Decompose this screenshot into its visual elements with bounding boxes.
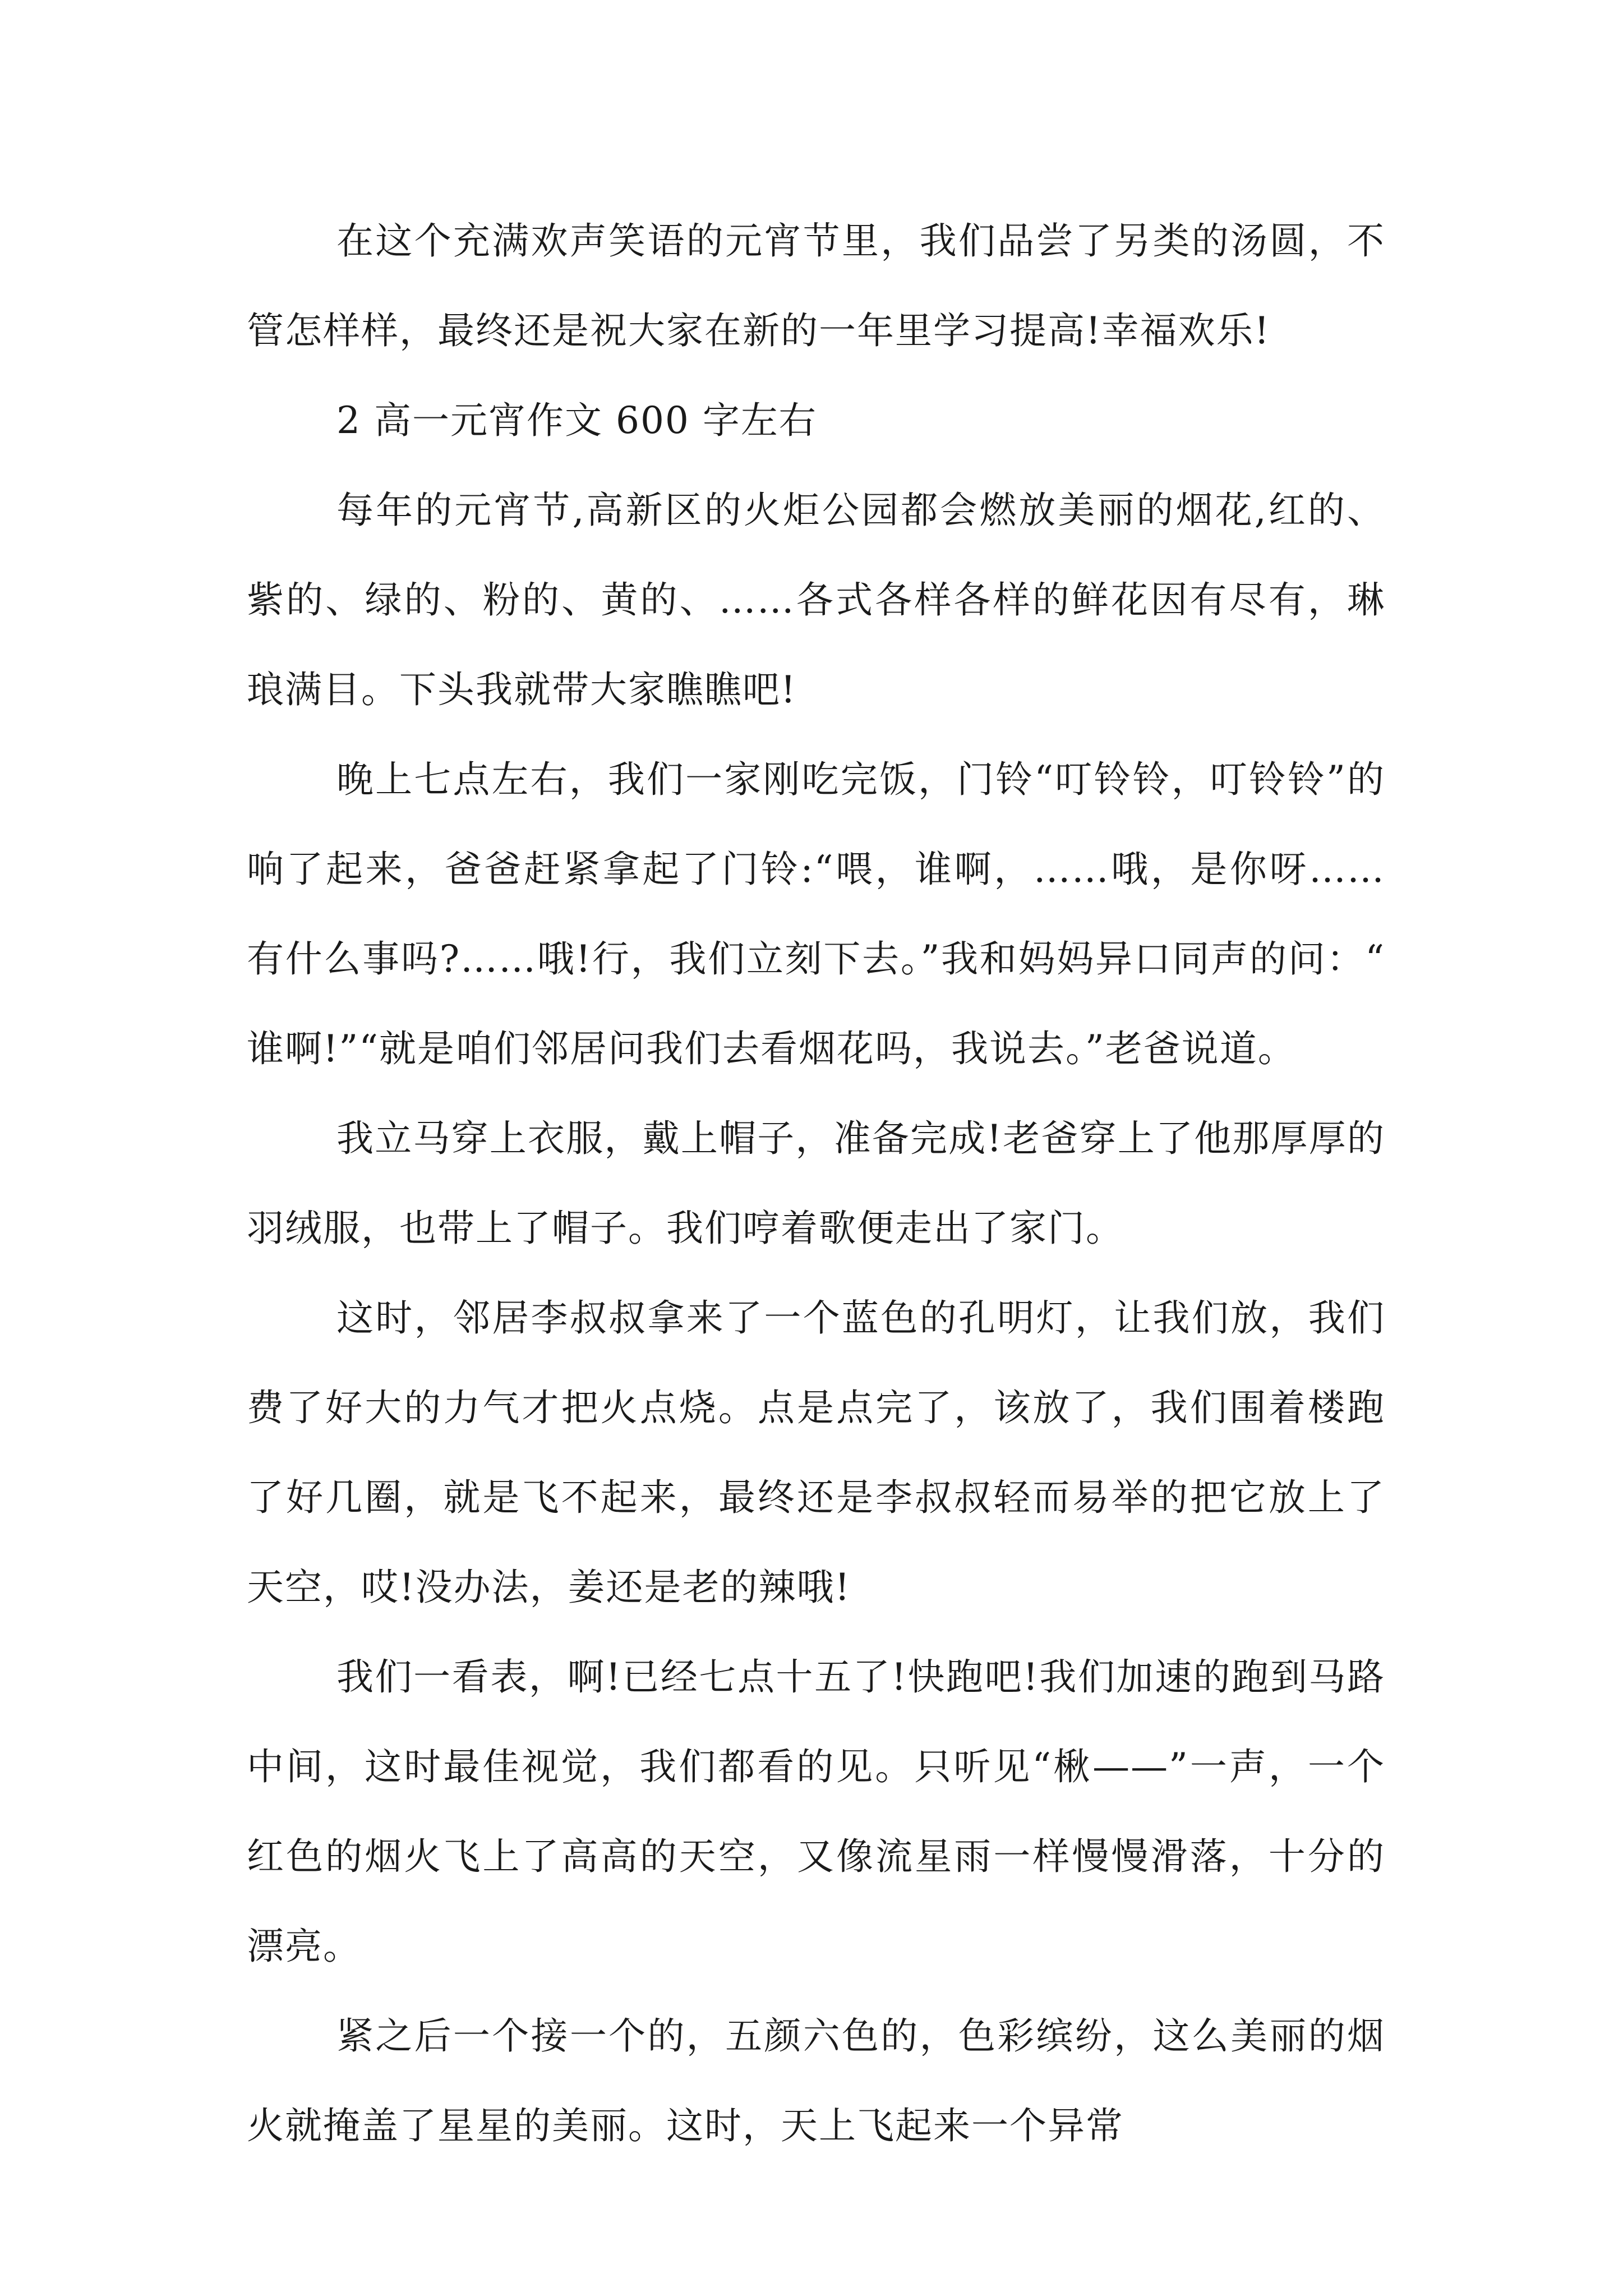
paragraph-lantern: 这时，邻居李叔叔拿来了一个蓝色的孔明灯，让我们放，我们费了好大的力气才把火点烧。点是点完了，该放了，我们围着楼跑了好几圈，就是飞不起来，最终还是李叔叔轻而易举的把它放上了天空，哎!没办法，姜还是老的辣哦! [247, 1296, 1385, 1609]
paragraph-fireworks-intro: 每年的元宵节,高新区的火炬公园都会燃放美丽的烟花,红的、紫的、绿的、粉的、黄的、……各式各样各样的鲜花因有尽有，琳琅满目。下头我就带大家瞧瞧吧! [247, 489, 1385, 711]
section-heading: 2 高一元宵作文 600 字左右 [336, 399, 817, 442]
paragraph-doorbell: 晚上七点左右，我们一家刚吃完饭，门铃“叮铃铃，叮铃铃”的响了起来，爸爸赶紧拿起了门铃:“喂，谁啊，……哦，是你呀……有什么事吗?……哦!行，我们立刻下去。”我和妈妈异口同声的问：“谁啊!”“就是咱们邻居问我们去看烟花吗，我说去。”老爸说道。 [247, 758, 1385, 1070]
paragraph-colorful-fireworks: 紧之后一个接一个的，五颜六色的，色彩缤纷，这么美丽的烟火就掩盖了星星的美丽。这时，天上飞起来一个异常 [247, 2014, 1385, 2147]
paragraph-closing-wishes: 在这个充满欢声笑语的元宵节里，我们品尝了另类的汤圆，不管怎样样，最终还是祝大家在新的一年里学习提高!幸福欢乐! [247, 219, 1385, 352]
document-body [247, 196, 1385, 2171]
paragraph-getting-dressed: 我立马穿上衣服，戴上帽子，准备完成!老爸穿上了他那厚厚的羽绒服，也带上了帽子。我们哼着歌便走出了家门。 [247, 1117, 1385, 1250]
paragraph-first-firework: 我们一看表，啊!已经七点十五了!快跑吧!我们加速的跑到马路中间，这时最佳视觉，我们都看的见。只听见“楸——”一声，一个红色的烟火飞上了高高的天空，又像流星雨一样慢慢滑落，十分的漂亮。 [247, 1655, 1385, 1968]
